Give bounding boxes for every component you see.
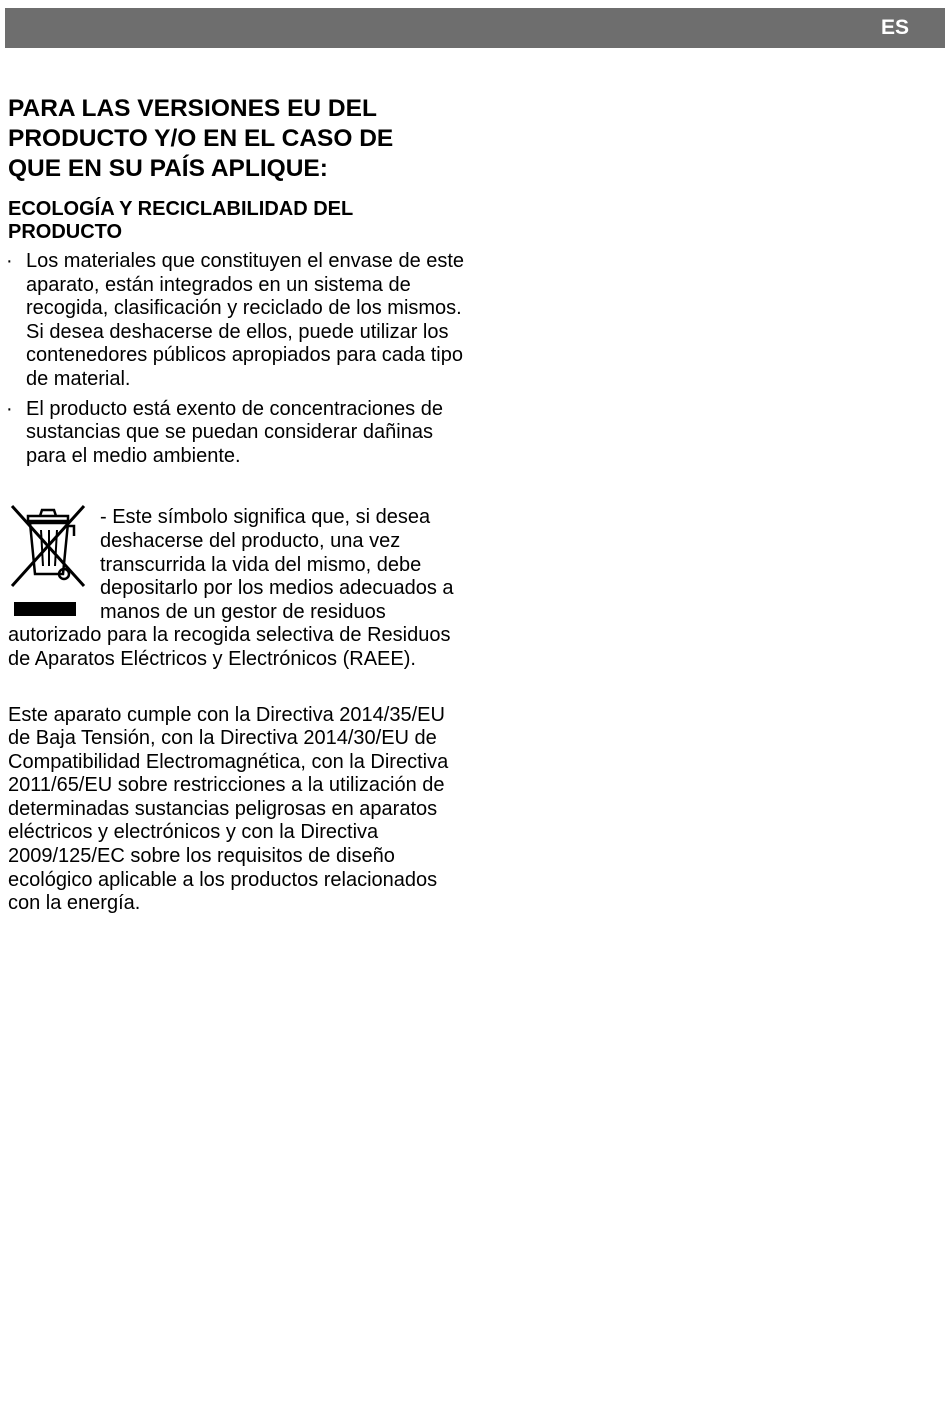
bullet-mark: · (6, 397, 13, 420)
bullet-list (8, 250, 466, 468)
crossed-out-wheelie-bin-icon (8, 502, 90, 620)
language-code: ES (880, 16, 909, 39)
page-header-bar (5, 8, 945, 48)
section-title: PARA LAS VERSIONES EU DEL PRODUCTO Y/O EN EL CASO DE QUE EN SU PAÍS APLIQUE: (8, 95, 394, 182)
document-content (8, 94, 466, 936)
weee-notice (8, 506, 466, 671)
bullet-text: El producto está exento de concentraciones de sustancias que se puedan considerar dañinas para el medio ambiente. (26, 397, 443, 467)
directive-compliance-text: Este aparato cumple con la Directiva 2014/35/EU de Baja Tensión, con la Directiva 2014/30/EU de Compatibilidad Electromagnética, con la Directiva 2011/65/EU sobre restricciones a la utilización de determinadas sustancias peligrosas en aparatos eléctricos y electrónicos y con la Directiva 2009/125/EC sobre los requisitos de diseño ecológico aplicable a los productos relacionados con la energía. (8, 703, 449, 915)
list-item (8, 398, 466, 469)
bullet-mark: · (6, 250, 13, 272)
bullet-text: Los materiales que constituyen el envase de este aparato, están integrados en un sistema de recogida, clasificación y reciclado de los mismos. Si desea deshacerse de ellos, puede utilizar los contenedores públicos apropiados para cada tipo de material. (26, 250, 465, 390)
section-subtitle: ECOLOGÍA Y RECICLABILIDAD DEL PRODUCTO (8, 198, 354, 243)
weee-description: - Este símbolo significa que, si desea deshacerse del producto, una vez transcurrida la vida del mismo, debe depositarlo por los medios adecuados a manos de un gestor de residuos autorizado para la recogida selectiva de Residuos de Aparatos Eléctricos y Electrónicos (RAEE). (8, 506, 454, 670)
list-item (8, 250, 466, 392)
